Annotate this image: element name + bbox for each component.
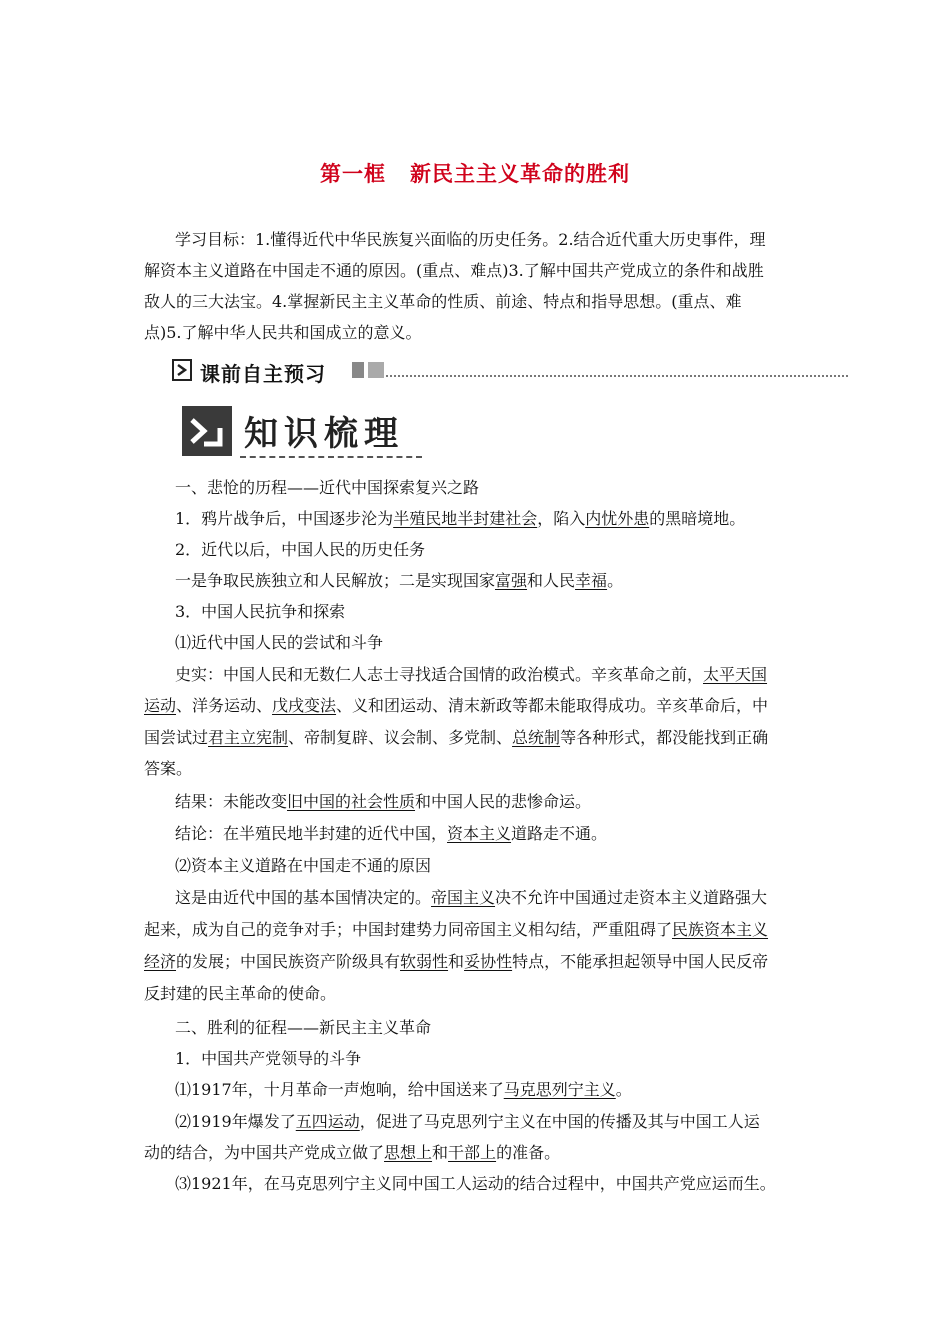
conclusion-line [175,818,607,849]
answer: 软弱性 [400,952,449,971]
text: 这是由近代中国的基本国情决定的。 [175,888,432,907]
text: 动的结合，为中国共产党成立做了 [144,1143,385,1162]
answer: 总统制 [512,728,561,747]
knowledge-underline [240,456,422,458]
s2-point-2-line-2 [144,1137,560,1168]
answer: 君主立宪制 [208,728,289,747]
answer: 半殖民地半封建社会 [393,509,538,528]
answer: 民族资本主义 [672,920,769,939]
text: 、洋务运动、 [176,696,273,715]
reason-line-1 [175,882,767,913]
answer: 帝国主义 [431,888,496,907]
objectives-line-2: 解资本主义道路在中国走不通的原因。(重点、难点)3.了解中国共产党成立的条件和战胜 [144,261,764,280]
title-part-1: 第一框 [320,162,386,186]
text: 起来，成为自己的竞争对手；中国封建势力同帝国主义相勾结，严重阻碍了 [144,920,673,939]
answer: 太平天国 [703,665,768,684]
answer: 幸福 [575,571,608,590]
section-2-heading: 二、胜利的征程——新民主主义革命 [175,1018,432,1037]
title-part-2: 新民主主义革命的胜利 [410,162,630,186]
text: ⑵1919年爆发了 [175,1112,296,1131]
objectives-line-3: 敌人的三大法宝。4.掌握新民主主义革命的性质、前途、特点和指导思想。(重点、难 [144,292,742,311]
text: 特点，不能承担起领导中国人民反帝 [512,952,769,971]
s2-point-1 [175,1074,632,1105]
answer: 运动 [144,696,177,715]
banner-block-2 [368,362,384,378]
facts-line-1 [175,659,767,690]
answer: 资本主义 [447,824,512,843]
s2-item-1: 1．中国共产党领导的斗争 [175,1049,362,1068]
answer: 富强 [495,571,528,590]
text: 1．鸦片战争后，中国逐步沦为 [175,509,394,528]
s1-item-3: 3．中国人民抗争和探索 [175,602,346,621]
answer: 马克思列宁主义 [503,1080,616,1099]
facts-line-4: 答案。 [144,759,193,778]
text: 的发展；中国民族资产阶级具有 [176,952,401,971]
reason-line-2 [144,914,768,945]
objectives-line-4: 点)5.了解中华人民共和国成立的意义。 [144,323,422,342]
result-line [175,786,591,817]
answer: 思想上 [384,1143,433,1162]
banner-dotted-line [386,375,848,377]
text: 、义和团运动、清末新政等都未能取得成功。辛亥革命后，中 [336,696,769,715]
banner-label: 课前自主预习 [200,362,326,386]
answer: 戊戌变法 [272,696,337,715]
s1-item-2b [175,565,623,596]
text: 和 [448,952,465,971]
answer: 内忧外患 [585,509,650,528]
text: 史实：中国人民和无数仁人志士寻找适合国情的政治模式。辛亥革命之前， [175,665,704,684]
s1-item-1 [175,503,745,534]
knowledge-header [182,404,422,460]
check-arrow-icon [182,406,232,456]
text: ，陷入 [537,509,586,528]
section-1-heading: 一、悲怆的历程——近代中国探索复兴之路 [175,478,480,497]
text: 等各种形式，都没能找到正确 [560,728,769,747]
banner-block [352,362,364,378]
text: 、帝制复辟、议会制、多党制、 [288,728,513,747]
text: 道路走不通。 [511,824,608,843]
s2-point-3: ⑶1921年，在马克思列宁主义同中国工人运动的结合过程中，中国共产党应运而生。 [175,1174,776,1193]
text: ，促进了马克思列宁主义在中国的传播及其与中国工人运 [359,1112,760,1131]
s1-item-2: 2．近代以后，中国人民的历史任务 [175,540,426,559]
answer: 经济 [144,952,177,971]
answer: 五四运动 [295,1112,360,1131]
reason-line-3 [144,946,768,977]
facts-line-2 [144,690,768,721]
text: 和中国人民的悲惨命运。 [415,792,592,811]
text: 结果：未能改变 [175,792,288,811]
text: ⑴1917年，十月革命一声炮响，给中国送来了 [175,1080,504,1099]
knowledge-label: 知识梳理 [244,414,404,454]
text: 一是争取民族独立和人民解放；二是实现国家 [175,571,496,590]
text: 和 [432,1143,449,1162]
reason-line-4: 反封建的民主革命的使命。 [144,984,337,1003]
text: 的准备。 [496,1143,561,1162]
answer: 妥协性 [464,952,513,971]
text: 结论：在半殖民地半封建的近代中国， [175,824,448,843]
page-title [0,158,950,188]
facts-line-3 [144,722,768,753]
text: 。 [607,571,624,590]
text: 和人民 [527,571,576,590]
text: 。 [615,1080,632,1099]
arrow-box-icon [172,359,192,381]
objectives-line-1: 学习目标：1.懂得近代中华民族复兴面临的历史任务。2.结合近代重大历史事件，理 [175,230,766,249]
answer: 旧中国的社会性质 [287,792,416,811]
text: 的黑暗境地。 [649,509,746,528]
answer: 干部上 [448,1143,497,1162]
text: 国尝试过 [144,728,209,747]
text: 决不允许中国通过走资本主义道路强大 [495,888,768,907]
s1-item-3b: ⑵资本主义道路在中国走不通的原因 [175,856,432,875]
s2-point-2-line-1 [175,1106,760,1137]
section-banner [172,358,848,384]
s1-item-3a: ⑴近代中国人民的尝试和斗争 [175,633,384,652]
